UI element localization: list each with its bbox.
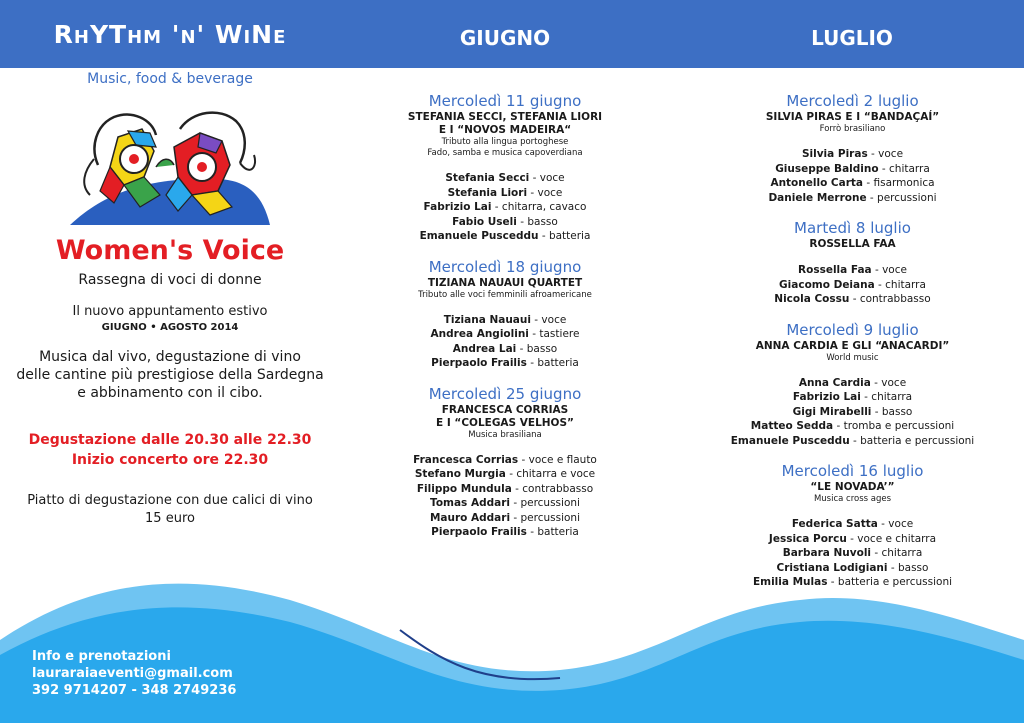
band-name: ROSSELLA FAA — [809, 238, 896, 250]
member-role: - chitarra — [871, 547, 923, 559]
member-role: - batteria — [538, 230, 591, 242]
member-role: - basso — [871, 405, 913, 418]
lineup-member — [400, 313, 610, 328]
contact-title: Info e prenotazioni — [32, 649, 171, 664]
lineup-member — [400, 496, 610, 511]
concert-event — [720, 92, 985, 205]
event-date: Mercoledì 16 luglio — [781, 462, 924, 480]
member-name: Tomas Addari — [430, 497, 510, 509]
member-name: Antonello Carta — [770, 177, 864, 189]
women-voice-logo-icon — [70, 107, 270, 227]
lineup-member — [720, 191, 985, 206]
member-role: - tastiere — [528, 328, 580, 340]
description-line: delle cantine più prestigiose della Sardegna — [16, 367, 324, 383]
lineup-member — [400, 356, 610, 371]
band-description: Tributo alle voci femminili afroamericane — [418, 289, 592, 300]
member-name: Francesca Corrias — [413, 453, 519, 466]
member-role: - batteria — [526, 357, 579, 369]
member-name: Nicola Cossu — [774, 293, 850, 305]
member-name: Emanuele Pusceddu — [730, 434, 850, 447]
member-role: - percussioni — [866, 191, 937, 204]
member-role: - voce — [867, 148, 904, 160]
lineup-member — [720, 147, 985, 162]
lineup-member — [400, 511, 610, 526]
lineup-member — [400, 525, 610, 540]
brand-title: RhYThm 'n' WiNe — [53, 20, 287, 49]
band-description: Tributo alla lingua portoghese — [441, 137, 569, 147]
member-name: Andrea Angiolini — [430, 328, 529, 340]
member-role: - batteria e percussioni — [849, 434, 975, 447]
schedule-block — [0, 430, 340, 470]
lineup-member — [400, 327, 610, 342]
member-role: - contrabbasso — [849, 293, 931, 305]
member-name: Stefano Murgia — [414, 468, 506, 480]
concert-event — [720, 321, 985, 449]
member-role: - chitarra — [860, 391, 913, 403]
member-role: - fisarmonica — [863, 177, 935, 189]
band-description: Forrò brasiliano — [819, 124, 886, 134]
july-schedule — [720, 92, 985, 604]
lineup — [720, 147, 985, 205]
member-role: - batteria e percussioni — [827, 576, 953, 588]
concert-event — [400, 258, 610, 371]
tasting-time: Degustazione dalle 20.30 alle 22.30 — [28, 432, 312, 448]
event-date: Mercoledì 9 luglio — [786, 320, 919, 339]
member-name: Anna Cardia — [798, 376, 871, 389]
member-role: - voce — [529, 172, 565, 184]
member-name: Emanuele Pusceddu — [419, 230, 539, 242]
member-role: - voce e chitarra — [846, 532, 937, 545]
description-line: Musica dal vivo, degustazione di vino — [39, 349, 301, 365]
month-heading-july: LUGLIO — [811, 26, 893, 50]
intro-column — [0, 68, 340, 528]
member-name: Fabrizio Lai — [423, 201, 492, 213]
band-name: ANNA CARDIA E GLI “ANACARDI” — [755, 339, 950, 352]
member-name: Barbara Nuvoli — [782, 547, 872, 559]
member-name: Jessica Porcu — [768, 532, 847, 545]
member-role: - voce — [871, 264, 907, 276]
lineup — [400, 171, 610, 244]
lineup-member — [400, 171, 610, 186]
lineup-member — [720, 434, 985, 449]
contact-info — [32, 648, 236, 699]
lineup-member — [720, 162, 985, 177]
band-description: Musica brasiliana — [468, 429, 542, 440]
member-name: Gigi Mirabelli — [792, 405, 872, 418]
member-name: Stefania Secci — [445, 172, 530, 184]
member-role: - voce — [870, 376, 907, 389]
member-name: Fabio Useli — [452, 215, 517, 228]
month-heading-june: GIUGNO — [459, 26, 551, 50]
lineup-member — [400, 200, 610, 215]
concert-time: Inizio concerto ore 22.30 — [71, 452, 269, 468]
band-name: E I “NOVOS MADEIRA“ — [438, 124, 572, 136]
lineup-member — [400, 467, 610, 482]
member-role: - chitarra, cavaco — [491, 201, 587, 213]
member-role: - contrabbasso — [511, 482, 594, 495]
member-role: - chitarra e voce — [505, 468, 596, 480]
event-date: Mercoledì 25 giugno — [428, 384, 582, 403]
lineup — [400, 313, 610, 371]
member-role: - voce — [530, 313, 567, 326]
member-name: Giuseppe Baldino — [775, 162, 879, 175]
lineup-member — [400, 482, 610, 497]
member-name: Fabrizio Lai — [792, 391, 861, 403]
band-name: STEFANIA SECCI, STEFANIA LIORI — [407, 111, 603, 123]
member-name: Stefania Liori — [447, 186, 528, 199]
member-role: - percussioni — [509, 497, 580, 509]
lineup-member — [720, 390, 985, 405]
lineup — [720, 376, 985, 449]
lineup-member — [720, 419, 985, 434]
band-name: SILVIA PIRAS E I “BANDAÇAÍ” — [765, 111, 940, 123]
band-name: E I “COLEGAS VELHOS” — [436, 416, 574, 429]
concert-event — [400, 385, 610, 540]
event-title: Women's Voice — [55, 235, 285, 266]
lineup-member — [720, 405, 985, 420]
band-name: “LE NOVADA’” — [810, 481, 895, 493]
member-name: Mauro Addari — [429, 511, 511, 524]
lineup-member — [720, 376, 985, 391]
member-name: Giacomo Deiana — [779, 278, 875, 291]
member-name: Federica Satta — [791, 518, 878, 530]
band-description: Fado, samba e musica capoverdiana — [427, 148, 583, 158]
event-date: Mercoledì 11 giugno — [428, 92, 582, 110]
member-role: - voce — [877, 518, 914, 530]
lineup-member — [720, 263, 985, 278]
member-name: Andrea Lai — [452, 342, 517, 355]
contact-email[interactable]: lauraraiaeventi@gmail.com — [32, 666, 233, 681]
contact-phone[interactable]: 392 9714207 - 348 2749236 — [32, 683, 237, 698]
member-role: - percussioni — [510, 511, 581, 524]
member-role: - basso — [516, 215, 558, 228]
description-block — [0, 348, 340, 402]
member-name: Pierpaolo Frailis — [431, 526, 527, 538]
lineup-member — [400, 186, 610, 201]
lineup-member — [720, 517, 985, 532]
concert-event — [720, 462, 985, 590]
member-role: - tromba e percussioni — [833, 420, 955, 432]
lineup-member — [720, 532, 985, 547]
member-name: Daniele Merrone — [768, 191, 867, 204]
member-role: - chitarra — [878, 162, 930, 175]
price-description: Piatto di degustazione con due calici di vino — [27, 493, 313, 508]
lineup — [720, 517, 985, 590]
band-description: World music — [826, 352, 879, 363]
lineup-member — [720, 292, 985, 307]
band-name: TIZIANA NAUAUI QUARTET — [427, 276, 583, 289]
member-role: - basso — [516, 342, 558, 355]
member-name: Rossella Faa — [798, 264, 872, 276]
lineup-member — [400, 229, 610, 244]
lineup-member — [720, 176, 985, 191]
concert-event — [720, 219, 985, 307]
lineup-member — [720, 575, 985, 590]
price-amount: 15 euro — [145, 511, 195, 526]
description-line: e abbinamento con il cibo. — [77, 385, 263, 401]
subtitle: Music, food & beverage — [87, 71, 253, 87]
lineup-member — [400, 215, 610, 230]
member-role: - chitarra — [874, 278, 926, 291]
member-role: - basso — [887, 561, 929, 574]
member-name: Matteo Sedda — [750, 420, 834, 432]
member-name: Tiziana Nauaui — [443, 313, 531, 326]
june-schedule — [400, 92, 610, 554]
lineup-member — [400, 453, 610, 468]
lineup-member — [720, 561, 985, 576]
event-tagline: Rassegna di voci di donne — [78, 272, 262, 288]
member-role: - voce — [527, 186, 563, 199]
event-date: Martedì 8 luglio — [794, 219, 911, 237]
member-name: Filippo Mundula — [416, 482, 512, 495]
member-name: Cristiana Lodigiani — [776, 561, 888, 574]
intro-line: Il nuovo appuntamento estivo — [72, 304, 268, 319]
price-block — [0, 492, 340, 528]
lineup-member — [720, 546, 985, 561]
lineup-member — [720, 278, 985, 293]
member-role: - batteria — [526, 526, 579, 538]
event-date: Mercoledì 2 luglio — [786, 92, 919, 110]
member-name: Silvia Piras — [801, 148, 868, 160]
member-name: Pierpaolo Frailis — [431, 357, 527, 369]
event-date: Mercoledì 18 giugno — [428, 257, 582, 276]
member-role: - voce e flauto — [518, 453, 597, 466]
band-name: FRANCESCA CORRIAS — [441, 403, 569, 416]
concert-event — [400, 92, 610, 244]
band-description: Musica cross ages — [813, 494, 892, 504]
member-name: Emilia Mulas — [752, 576, 828, 588]
lineup — [400, 453, 610, 540]
lineup-member — [400, 342, 610, 357]
intro-block — [0, 304, 340, 336]
lineup — [720, 263, 985, 307]
event-period: GIUGNO • AGOSTO 2014 — [101, 322, 239, 333]
